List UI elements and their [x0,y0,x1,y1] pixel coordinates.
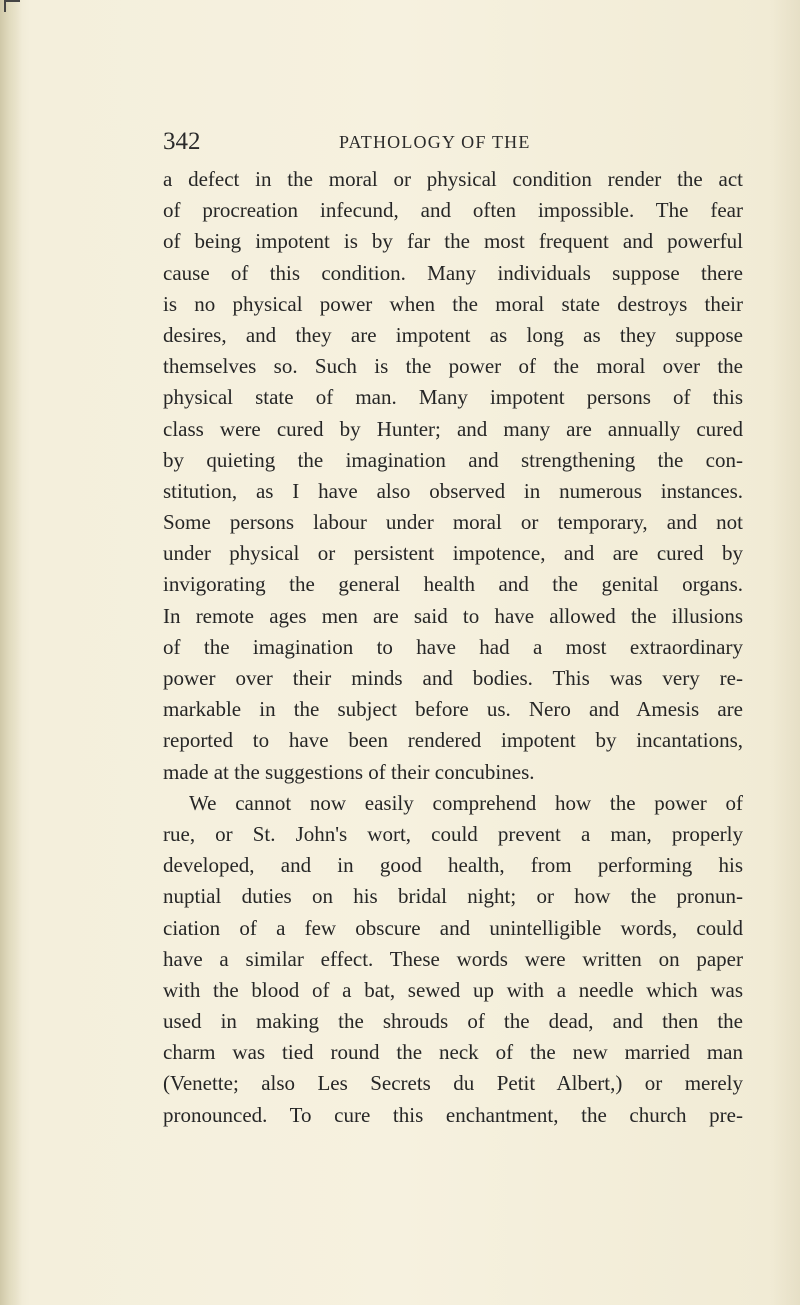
text-line: power over their minds and bodies. This was very re- [163,666,743,690]
text-line: is no physical power when the moral state destroys their [163,291,743,316]
text-line: reported to have been rendered impotent by incantations, [163,728,743,753]
text-line: class were cured by Hunter; and many are annually cured [163,416,743,441]
text-line: by quieting the imagination and strengthening the con- [163,447,743,472]
text-line: have a similar effect. These words were written on paper [163,946,743,971]
text-line: invigorating the general health and the genital organs. [163,572,743,597]
text-line: (Venette; also Les Secrets du Petit Albert,) or merely [163,1071,743,1096]
text-line: of procreation infecund, and often impossible. The fear [163,198,743,223]
text-line: stitution, as I have also observed in numerous instances. [163,478,743,503]
text-line: physical state of man. Many impotent persons of this [163,385,743,410]
running-head: PATHOLOGY OF THE [339,132,531,152]
text-line: rue, or St. John's wort, could prevent a man, properly [163,821,743,846]
text-line: used in making the shrouds of the dead, and then the [163,1009,743,1034]
text-line: We cannot now easily comprehend how the power of [189,790,743,815]
text-line: charm was tied round the neck of the new married man [163,1040,743,1065]
page-gutter-shadow [0,0,22,1305]
text-line: under physical or persistent impotence, and are cured by [163,541,743,566]
text-line: made at the suggestions of their concubines. [163,759,535,784]
text-line: desires, and they are impotent as long as they suppose [163,322,743,347]
text-line: a defect in the moral or physical condition render the act [163,167,743,191]
text-line: nuptial duties on his bridal night; or how the pronun- [163,884,743,909]
text-line: developed, and in good health, from performing his [163,853,743,878]
text-line: themselves so. Such is the power of the moral over the [163,354,743,379]
text-line: pronounced. To cure this enchantment, the church pre- [163,1102,743,1127]
text-line: of the imagination to have had a most extraordinary [163,634,743,659]
text-line: cause of this condition. Many individuals suppose there [163,260,743,285]
text-line: Some persons labour under moral or temporary, and not [163,510,743,535]
text-line: markable in the subject before us. Nero and Amesis are [163,697,743,722]
text-line: of being impotent is by far the most frequent and powerful [163,229,743,254]
page-header [163,128,723,162]
text-line: In remote ages men are said to have allowed the illusions [163,603,743,628]
page-number: 342 [163,128,201,155]
scan-corner-mark [4,0,20,12]
text-line: with the blood of a bat, sewed up with a needle which was [163,977,743,1002]
body-text [163,164,743,1131]
text-line: ciation of a few obscure and unintelligible words, could [163,915,743,940]
